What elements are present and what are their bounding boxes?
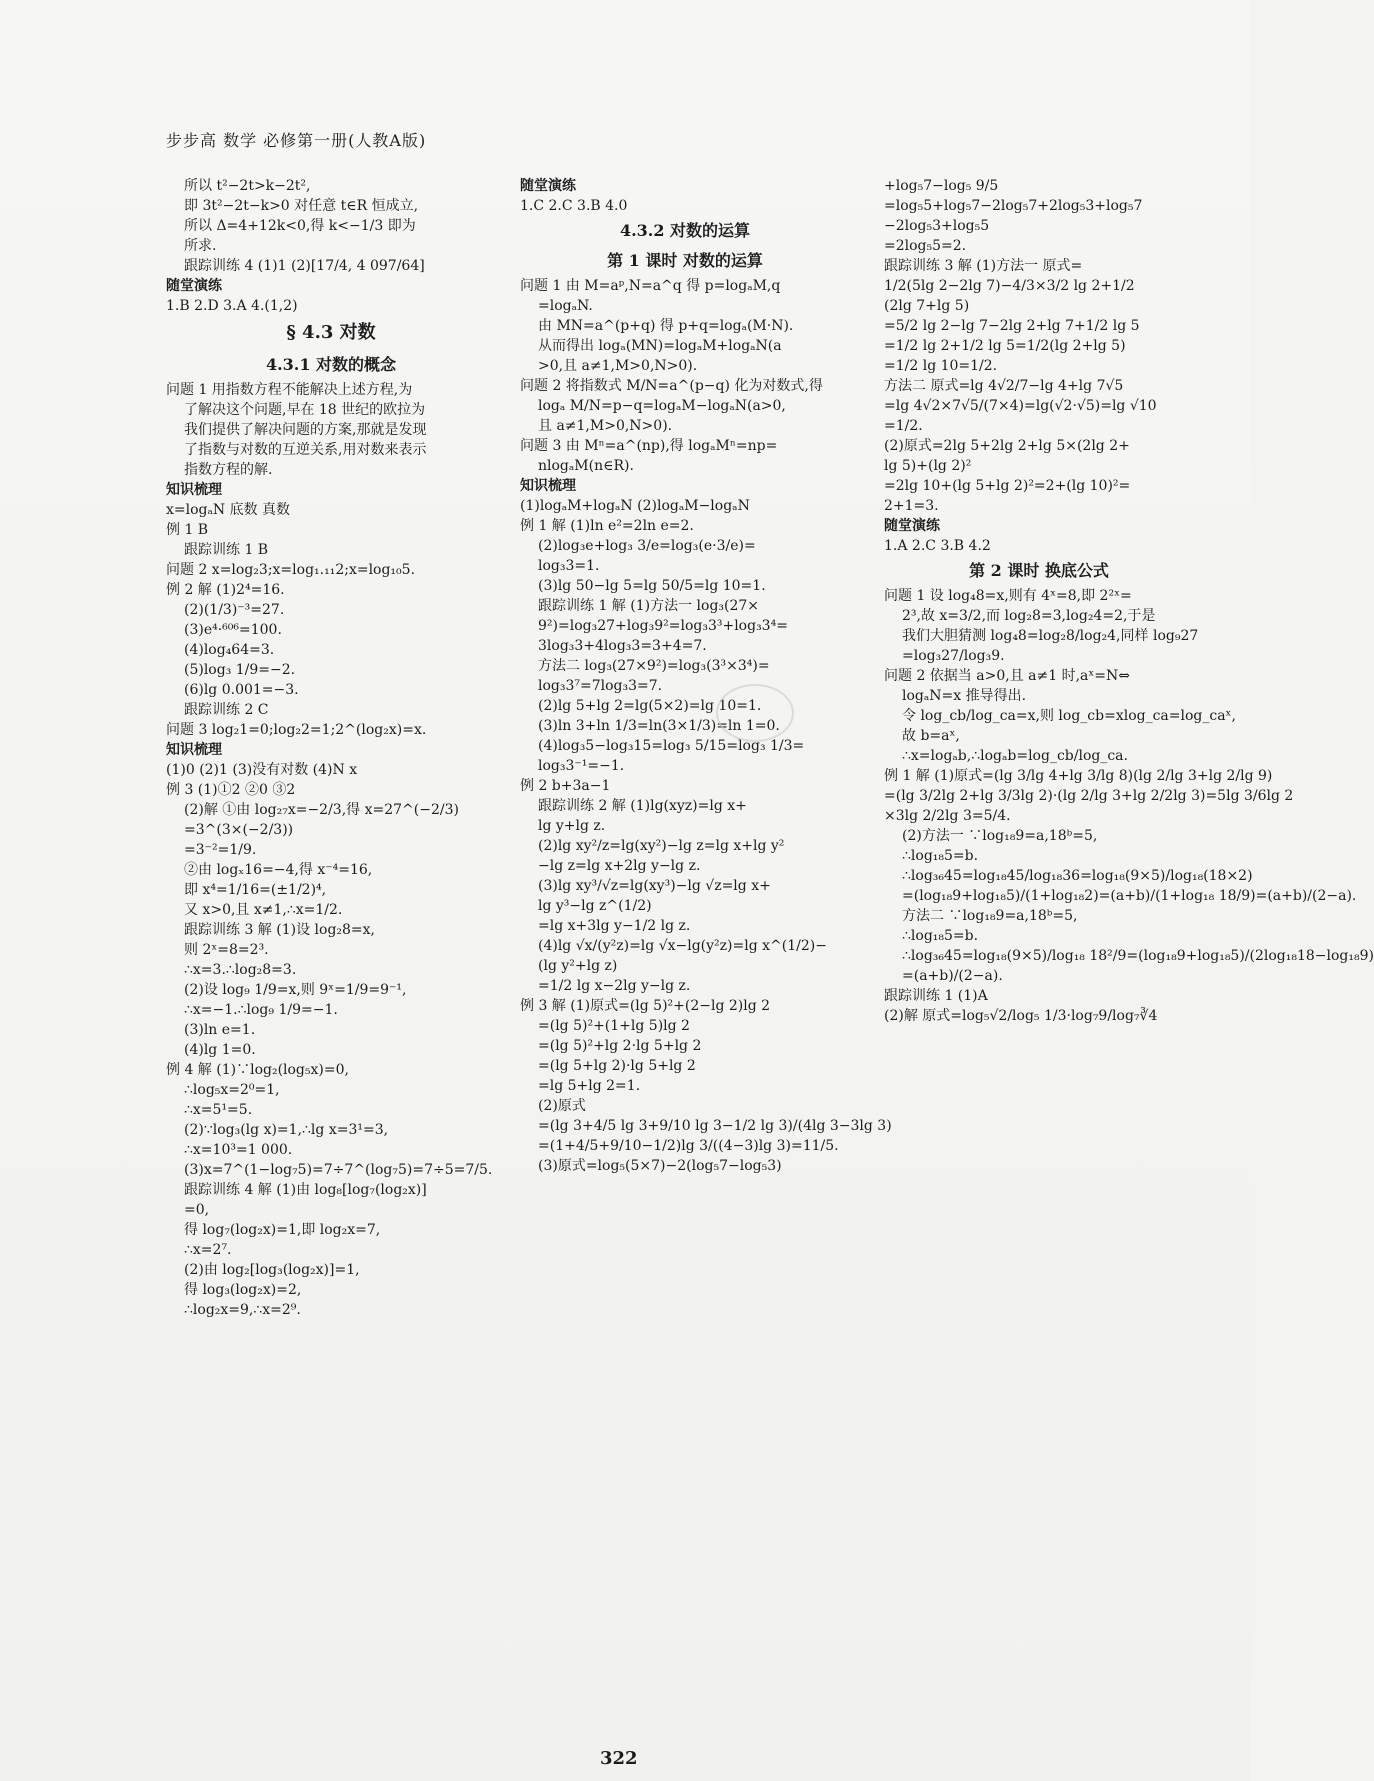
text-line: =1/2. (884, 418, 923, 434)
text-line: 9²)=log₃27+log₃9²=log₃3³+log₃3⁴= (538, 618, 788, 634)
text-line: lg y+lg z. (538, 818, 606, 834)
text-line: 3log₃3+4log₃3=3+4=7. (538, 638, 707, 654)
text-line: 1.B 2.D 3.A 4.(1,2) (166, 298, 298, 314)
text-line: 我们大胆猜测 log₄8=log₂8/log₂4,同样 log₉27 (902, 628, 1199, 644)
text-line: 得 log₇(log₂x)=1,即 log₂x=7, (184, 1222, 381, 1238)
text-line: (2)原式 (538, 1098, 586, 1114)
text-line: 故 b=aˣ, (902, 728, 960, 744)
text-line: (6)lg 0.001=−3. (184, 682, 299, 698)
text-line: 即 3t²−2t−k>0 对任意 t∈R 恒成立, (184, 198, 419, 214)
text-line: 知识梳理 (166, 742, 222, 758)
text-line: 指数方程的解. (184, 462, 273, 478)
text-line: (2)(1/3)⁻³=27. (184, 602, 285, 618)
text-line: ∴log₅x=2⁰=1, (184, 1082, 280, 1098)
text-line: ∴log₂x=9,∴x=2⁹. (184, 1302, 301, 1318)
text-line: 方法二 ∵log₁₈9=a,18ᵇ=5, (902, 908, 1078, 924)
text-line: 例 2 b+3a−1 (520, 778, 611, 794)
text-line: 2+1=3. (884, 498, 939, 514)
text-line: 由 MN=a^(p+q) 得 p+q=logₐ(M·N). (538, 318, 794, 334)
text-line: 方法二 log₃(27×9²)=log₃(3³×3⁴)= (538, 658, 770, 674)
text-line: lg 5)+(lg 2)² (884, 458, 972, 474)
text-line: 例 1 解 (1)ln e²=2ln e=2. (520, 518, 694, 534)
text-line: ∴log₁₈5=b. (902, 848, 979, 864)
text-line: 问题 1 用指数方程不能解决上述方程,为 (166, 382, 413, 398)
text-line: 方法二 原式=lg 4√2/7−lg 4+lg 7√5 (884, 378, 1124, 394)
text-line: (5)log₃ 1/9=−2. (184, 662, 296, 678)
text-line: 问题 1 由 M=aᵖ,N=a^q 得 p=logₐM,q (520, 278, 781, 294)
text-line: (2)原式=2lg 5+2lg 2+lg 5×(2lg 2+ (884, 438, 1130, 454)
text-line: (4)log₄64=3. (184, 642, 275, 658)
text-line: 了指数与对数的互逆关系,用对数来表示 (184, 442, 427, 458)
text-line: (2)由 log₂[log₃(log₂x)]=1, (184, 1262, 360, 1278)
text-line: 问题 1 设 log₄8=x,则有 4ˣ=8,即 2²ˣ= (884, 588, 1132, 604)
text-line: (3)原式=log₅(5×7)−2(log₅7−log₅3) (538, 1158, 782, 1174)
text-line: 问题 3 log₂1=0;log₂2=1;2^(log₂x)=x. (166, 722, 427, 738)
text-line: 跟踪训练 3 解 (1)设 log₂8=x, (184, 922, 376, 938)
text-line: =(a+b)/(2−a). (902, 968, 1003, 984)
text-line: 跟踪训练 4 解 (1)由 log₈[log₇(log₂x)] (184, 1182, 427, 1198)
text-line: (3)ln 3+ln 1/3=ln(3×1/3)=ln 1=0. (538, 718, 780, 734)
text-line: =lg x+3lg y−1/2 lg z. (538, 918, 691, 934)
text-line: ∴x=logₐb,∴logₐb=log_cb/log_ca. (902, 748, 1128, 764)
text-line: =log₅5+log₅7−2log₅7+2log₅3+log₅7 (884, 198, 1143, 214)
text-line: =2lg 10+(lg 5+lg 2)²=2+(lg 10)²= (884, 478, 1131, 494)
text-line: 跟踪训练 3 解 (1)方法一 原式= (884, 258, 1083, 274)
text-line: log₃3⁻¹=−1. (538, 758, 625, 774)
text-line: 跟踪训练 2 C (184, 702, 269, 718)
text-line: =(lg 3/2lg 2+lg 3/3lg 2)·(lg 2/lg 3+lg 2/2lg 3)=5lg 3/6lg 2 (884, 788, 1294, 804)
text-line: 4.3.1 对数的概念 (265, 355, 397, 374)
text-line: 4.3.2 对数的运算 (619, 221, 751, 240)
text-line: (2)∵log₃(lg x)=1,∴lg x=3¹=3, (184, 1122, 389, 1138)
text-line: x=logₐN 底数 真数 (166, 502, 291, 518)
text-line: ∴x=5¹=5. (184, 1102, 253, 1118)
text-line: log₃3⁷=7log₃3=7. (538, 678, 663, 694)
text-line: 例 3 (1)①2 ②0 ③2 (166, 782, 296, 798)
text-line: 例 1 B (166, 522, 209, 538)
text-line: (2)解 原式=log₅√2/log₅ 1/3·log₇9/log₇∛4 (884, 1008, 1158, 1024)
text-line: ∴x=3.∴log₂8=3. (184, 962, 297, 978)
text-line: (3)e⁴·⁶⁰⁶=100. (184, 622, 282, 638)
text-line: 跟踪训练 1 解 (1)方法一 log₃(27× (538, 598, 760, 614)
text-line: (3)ln e=1. (184, 1022, 256, 1038)
text-line: =(1+4/5+9/10−1/2)lg 3/((4−3)lg 3)=11/5. (538, 1138, 839, 1154)
text-line: 得 log₃(log₂x)=2, (184, 1282, 302, 1298)
text-line: =(log₁₈9+log₁₈5)/(1+log₁₈2)=(a+b)/(1+log₁₈ 18/9)=(a+b)/(2−a). (902, 888, 1357, 904)
text-line: =3⁻²=1/9. (184, 842, 257, 858)
text-line: 跟踪训练 1 (1)A (884, 988, 988, 1004)
text-line: 问题 3 由 Mⁿ=a^(np),得 logₐMⁿ=np= (520, 438, 778, 454)
text-line: >0,且 a≠1,M>0,N>0). (538, 358, 698, 374)
text-line: 从而得出 logₐ(MN)=logₐM+logₐN(a (538, 338, 782, 354)
text-line: =5/2 lg 2−lg 7−2lg 2+lg 7+1/2 lg 5 (884, 318, 1140, 334)
text-line: 所求. (184, 238, 217, 254)
text-line: 例 1 解 (1)原式=(lg 3/lg 4+lg 3/lg 8)(lg 2/lg 3+lg 2/lg 9) (884, 768, 1273, 784)
text-line: (4)log₃5−log₃15=log₃ 5/15=log₃ 1/3= (538, 738, 805, 754)
text-line: 令 log_cb/log_ca=x,则 log_cb=xlog_ca=log_caˣ, (902, 708, 1236, 724)
text-line: 问题 2 依据当 a>0,且 a≠1 时,aˣ=N⇔ (884, 668, 1131, 684)
text-line: =(lg 5)²+lg 2·lg 5+lg 2 (538, 1038, 702, 1054)
text-line: 例 3 解 (1)原式=(lg 5)²+(2−lg 2)lg 2 (520, 998, 771, 1014)
column-right (884, 176, 1374, 1026)
text-line: (2)log₃e+log₃ 3/e=log₃(e·3/e)= (538, 538, 756, 554)
text-line: =(lg 5+lg 2)·lg 5+lg 2 (538, 1058, 696, 1074)
text-line: 知识梳理 (166, 482, 222, 498)
text-line: (1)0 (2)1 (3)没有对数 (4)N x (166, 762, 358, 778)
text-line: ∴log₃₆45=log₁₈(9×5)/log₁₈ 18²/9=(log₁₈9+log₁₈5)/(2log₁₈18−log₁₈9) (902, 948, 1374, 964)
text-line: =1/2 lg x−2lg y−lg z. (538, 978, 691, 994)
stamp-mark (716, 684, 794, 742)
text-line: 随堂演练 (520, 178, 576, 194)
text-line: 随堂演练 (884, 518, 940, 534)
page-number: 322 (600, 1748, 638, 1769)
text-line: =0, (184, 1202, 210, 1218)
text-line: −lg z=lg x+2lg y−lg z. (538, 858, 701, 874)
text-line: =(lg 3+4/5 lg 3+9/10 lg 3−1/2 lg 3)/(4lg 3−3lg 3) (538, 1118, 892, 1134)
text-line: 跟踪训练 2 解 (1)lg(xyz)=lg x+ (538, 798, 747, 814)
text-line: (2)解 ①由 log₂₇x=−2/3,得 x=27^(−2/3) (184, 802, 459, 818)
text-line: 知识梳理 (520, 478, 576, 494)
text-line: 1.C 2.C 3.B 4.0 (520, 198, 628, 214)
text-line: 跟踪训练 1 B (184, 542, 269, 558)
text-line: (2)设 log₉ 1/9=x,则 9ˣ=1/9=9⁻¹, (184, 982, 407, 998)
text-line: nlogₐM(n∈R). (538, 458, 634, 474)
page-header: 步步高 数学 必修第一册(人教A版) (166, 131, 427, 150)
text-line: (lg y²+lg z) (538, 958, 618, 974)
text-line: −2log₅3+log₅5 (884, 218, 990, 234)
text-line: =log₃27/log₃9. (902, 648, 1005, 664)
text-line: ×3lg 2/2lg 3=5/4. (884, 808, 1011, 824)
text-line: (3)x=7^(1−log₇5)=7÷7^(log₇5)=7÷5=7/5. (184, 1162, 493, 1178)
text-line: =1/2 lg 2+1/2 lg 5=1/2(lg 2+lg 5) (884, 338, 1126, 354)
text-line: =(lg 5)²+(1+lg 5)lg 2 (538, 1018, 690, 1034)
text-line: § 4.3 对数 (286, 322, 376, 343)
text-line: 了解决这个问题,早在 18 世纪的欧拉为 (184, 402, 426, 418)
column-middle (520, 176, 892, 1176)
text-line: (2)lg 5+lg 2=lg(5×2)=lg 10=1. (538, 698, 762, 714)
text-line: (2lg 7+lg 5) (884, 298, 970, 314)
text-line: =1/2 lg 10=1/2. (884, 358, 998, 374)
text-line: ∴log₁₈5=b. (902, 928, 979, 944)
text-line: (4)lg 1=0. (184, 1042, 256, 1058)
text-line: =lg 4√2×7√5/(7×4)=lg(√2·√5)=lg √10 (884, 398, 1157, 414)
text-line: 则 2ˣ=8=2³. (184, 942, 269, 958)
text-line: =logₐN. (538, 298, 593, 314)
text-line: =lg 5+lg 2=1. (538, 1078, 641, 1094)
text-line: 又 x>0,且 x≠1,∴x=1/2. (184, 902, 343, 918)
text-line: ②由 logₓ16=−4,得 x⁻⁴=16, (184, 862, 373, 878)
column-left (166, 176, 496, 1320)
text-line: 随堂演练 (166, 278, 222, 294)
text-line: 问题 2 x=log₂3;x=log₁.₁₁2;x=log₁₀5. (166, 562, 416, 578)
text-line: (3)lg 50−lg 5=lg 50/5=lg 10=1. (538, 578, 766, 594)
text-line: (1)logₐM+logₐN (2)logₐM−logₐN (520, 498, 750, 514)
text-line: 跟踪训练 4 (1)1 (2)[17/4, 4 097/64] (184, 258, 425, 274)
text-line: (4)lg √x/(y²z)=lg √x−lg(y²z)=lg x^(1/2)− (538, 938, 827, 954)
text-line: ∴x=−1.∴log₉ 1/9=−1. (184, 1002, 338, 1018)
text-line: lg y³−lg z^(1/2) (538, 898, 652, 914)
text-line: 问题 2 将指数式 M/N=a^(p−q) 化为对数式,得 (520, 378, 823, 394)
text-line: 1/2(5lg 2−2lg 7)−4/3×3/2 lg 2+1/2 (884, 278, 1135, 294)
text-line: 1.A 2.C 3.B 4.2 (884, 538, 991, 554)
text-line: 例 4 解 (1)∵log₂(log₅x)=0, (166, 1062, 349, 1078)
text-line: (3)lg xy³/√z=lg(xy³)−lg √z=lg x+ (538, 878, 771, 894)
text-line: 第 2 课时 换底公式 (969, 561, 1109, 580)
text-line: log₃3=1. (538, 558, 600, 574)
text-line: ∴x=2⁷. (184, 1242, 232, 1258)
text-line: 例 2 解 (1)2⁴=16. (166, 582, 285, 598)
text-line: 2³,故 x=3/2,而 log₂8=3,log₂4=2,于是 (902, 608, 1156, 624)
text-line: logₐ M/N=p−q=logₐM−logₐN(a>0, (538, 398, 786, 414)
text-line: logₐN=x 推导得出. (902, 688, 1027, 704)
text-line: 第 1 课时 对数的运算 (607, 251, 763, 270)
text-line: 且 a≠1,M>0,N>0). (538, 418, 673, 434)
text-line: ∴x=10³=1 000. (184, 1142, 293, 1158)
text-line: +log₅7−log₅ 9/5 (884, 178, 999, 194)
text-line: (2)lg xy²/z=lg(xy²)−lg z=lg x+lg y² (538, 838, 785, 854)
text-line: (2)方法一 ∵log₁₈9=a,18ᵇ=5, (902, 828, 1098, 844)
text-line: =2log₅5=2. (884, 238, 967, 254)
text-line: 所以 t²−2t>k−2t², (184, 178, 311, 194)
text-line: 所以 Δ=4+12k<0,得 k<−1/3 即为 (184, 218, 416, 234)
text-line: 即 x⁴=1/16=(±1/2)⁴, (184, 882, 327, 898)
text-line: =3^(3×(−2/3)) (184, 822, 294, 838)
text-line: 我们提供了解决问题的方案,那就是发现 (184, 422, 427, 438)
text-line: ∴log₃₆45=log₁₈45/log₁₈36=log₁₈(9×5)/log₁₈(18×2) (902, 868, 1253, 884)
